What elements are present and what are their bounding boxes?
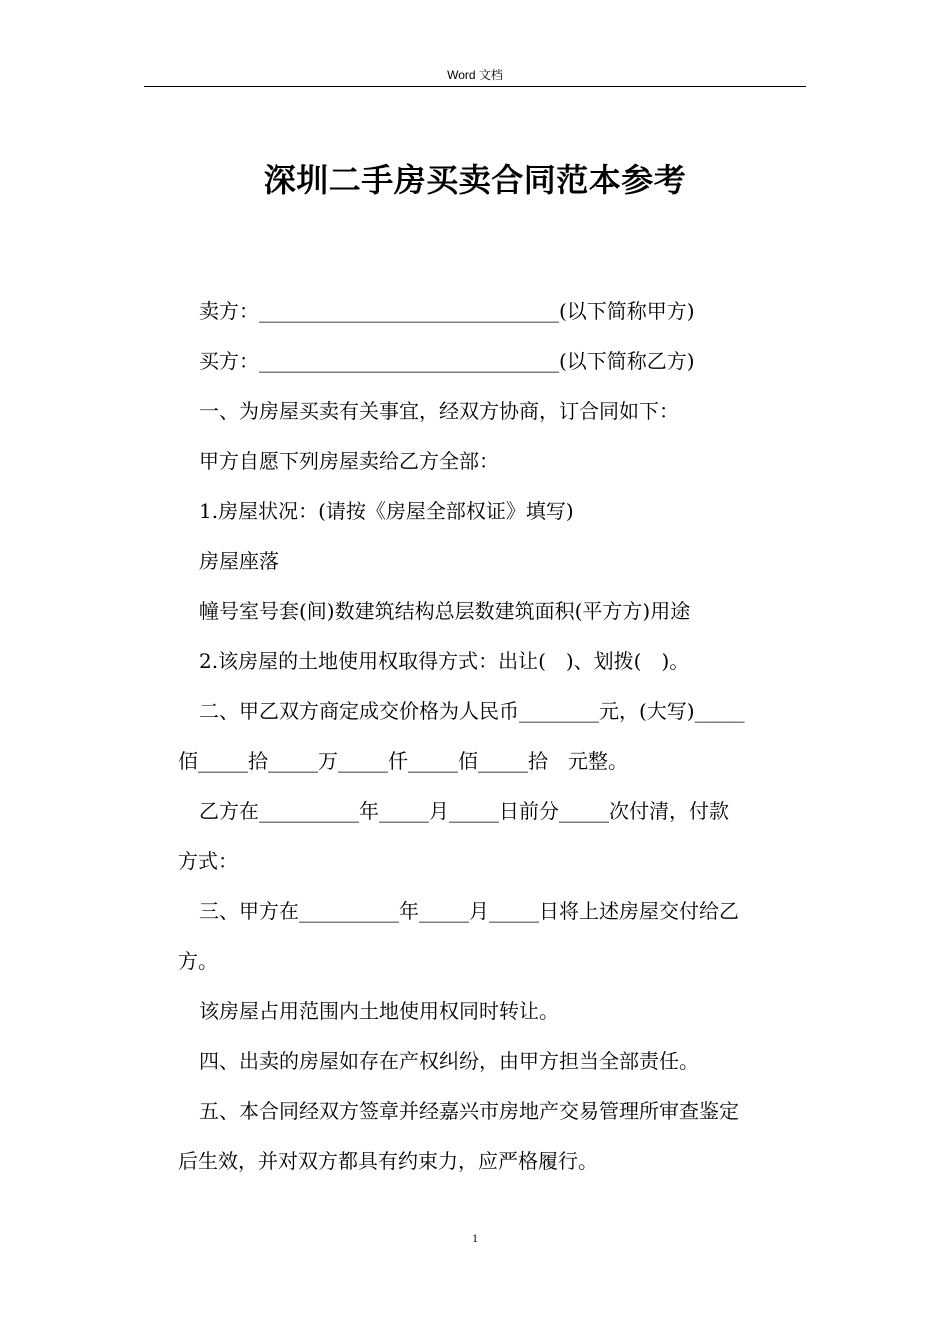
page-header-label: Word 文档 [447,68,503,82]
land-use-line: 2.该房屋的土地使用权取得方式：出让( )、划拨( )。 [199,649,690,673]
land-transfer-line: 该房屋占用范围内土地使用权同时转让。 [199,999,559,1023]
clause-two-continued: 佰_____拾_____万_____仟_____佰_____拾 元整。 [178,749,628,773]
payment-method-line: 方式： [178,849,238,873]
clause-five-line: 五、本合同经双方签章并经嘉兴市房地产交易管理所审查鉴定 [199,1099,739,1123]
seller-line: 卖方：______________________________(以下简称甲方) [199,299,695,323]
clause-two-line: 二、甲乙双方商定成交价格为人民币________元，(大写)_____ [199,699,745,723]
payment-line: 乙方在__________年_____月_____日前分_____次付清，付款 [199,799,729,823]
document-title: 深圳二手房买卖合同范本参考 [263,161,687,199]
document-body [178,286,806,1186]
clause-four-line: 四、出卖的房屋如存在产权纠纷，由甲方担当全部责任。 [199,1049,699,1073]
house-details-line: 幢号室号套(间)数建筑结构总层数建筑面积(平方方)用途 [199,599,691,623]
house-status-line: 1.房屋状况：(请按《房屋全部权证》填写) [199,499,574,523]
header-divider [144,86,806,87]
clause-one: 一、为房屋买卖有关事宜，经双方协商，订合同如下： [199,399,679,423]
clause-one-sentence: 甲方自愿下列房屋卖给乙方全部： [199,449,499,473]
clause-three-line: 三、甲方在__________年_____月_____日将上述房屋交付给乙 [199,899,739,923]
clause-three-continued: 方。 [178,949,218,973]
page-number: 1 [472,1231,478,1245]
clause-five-continued: 后生效，并对双方都具有约束力，应严格履行。 [178,1149,598,1173]
house-location-line: 房屋座落 [199,549,279,573]
buyer-line: 买方：______________________________(以下简称乙方) [199,349,695,373]
